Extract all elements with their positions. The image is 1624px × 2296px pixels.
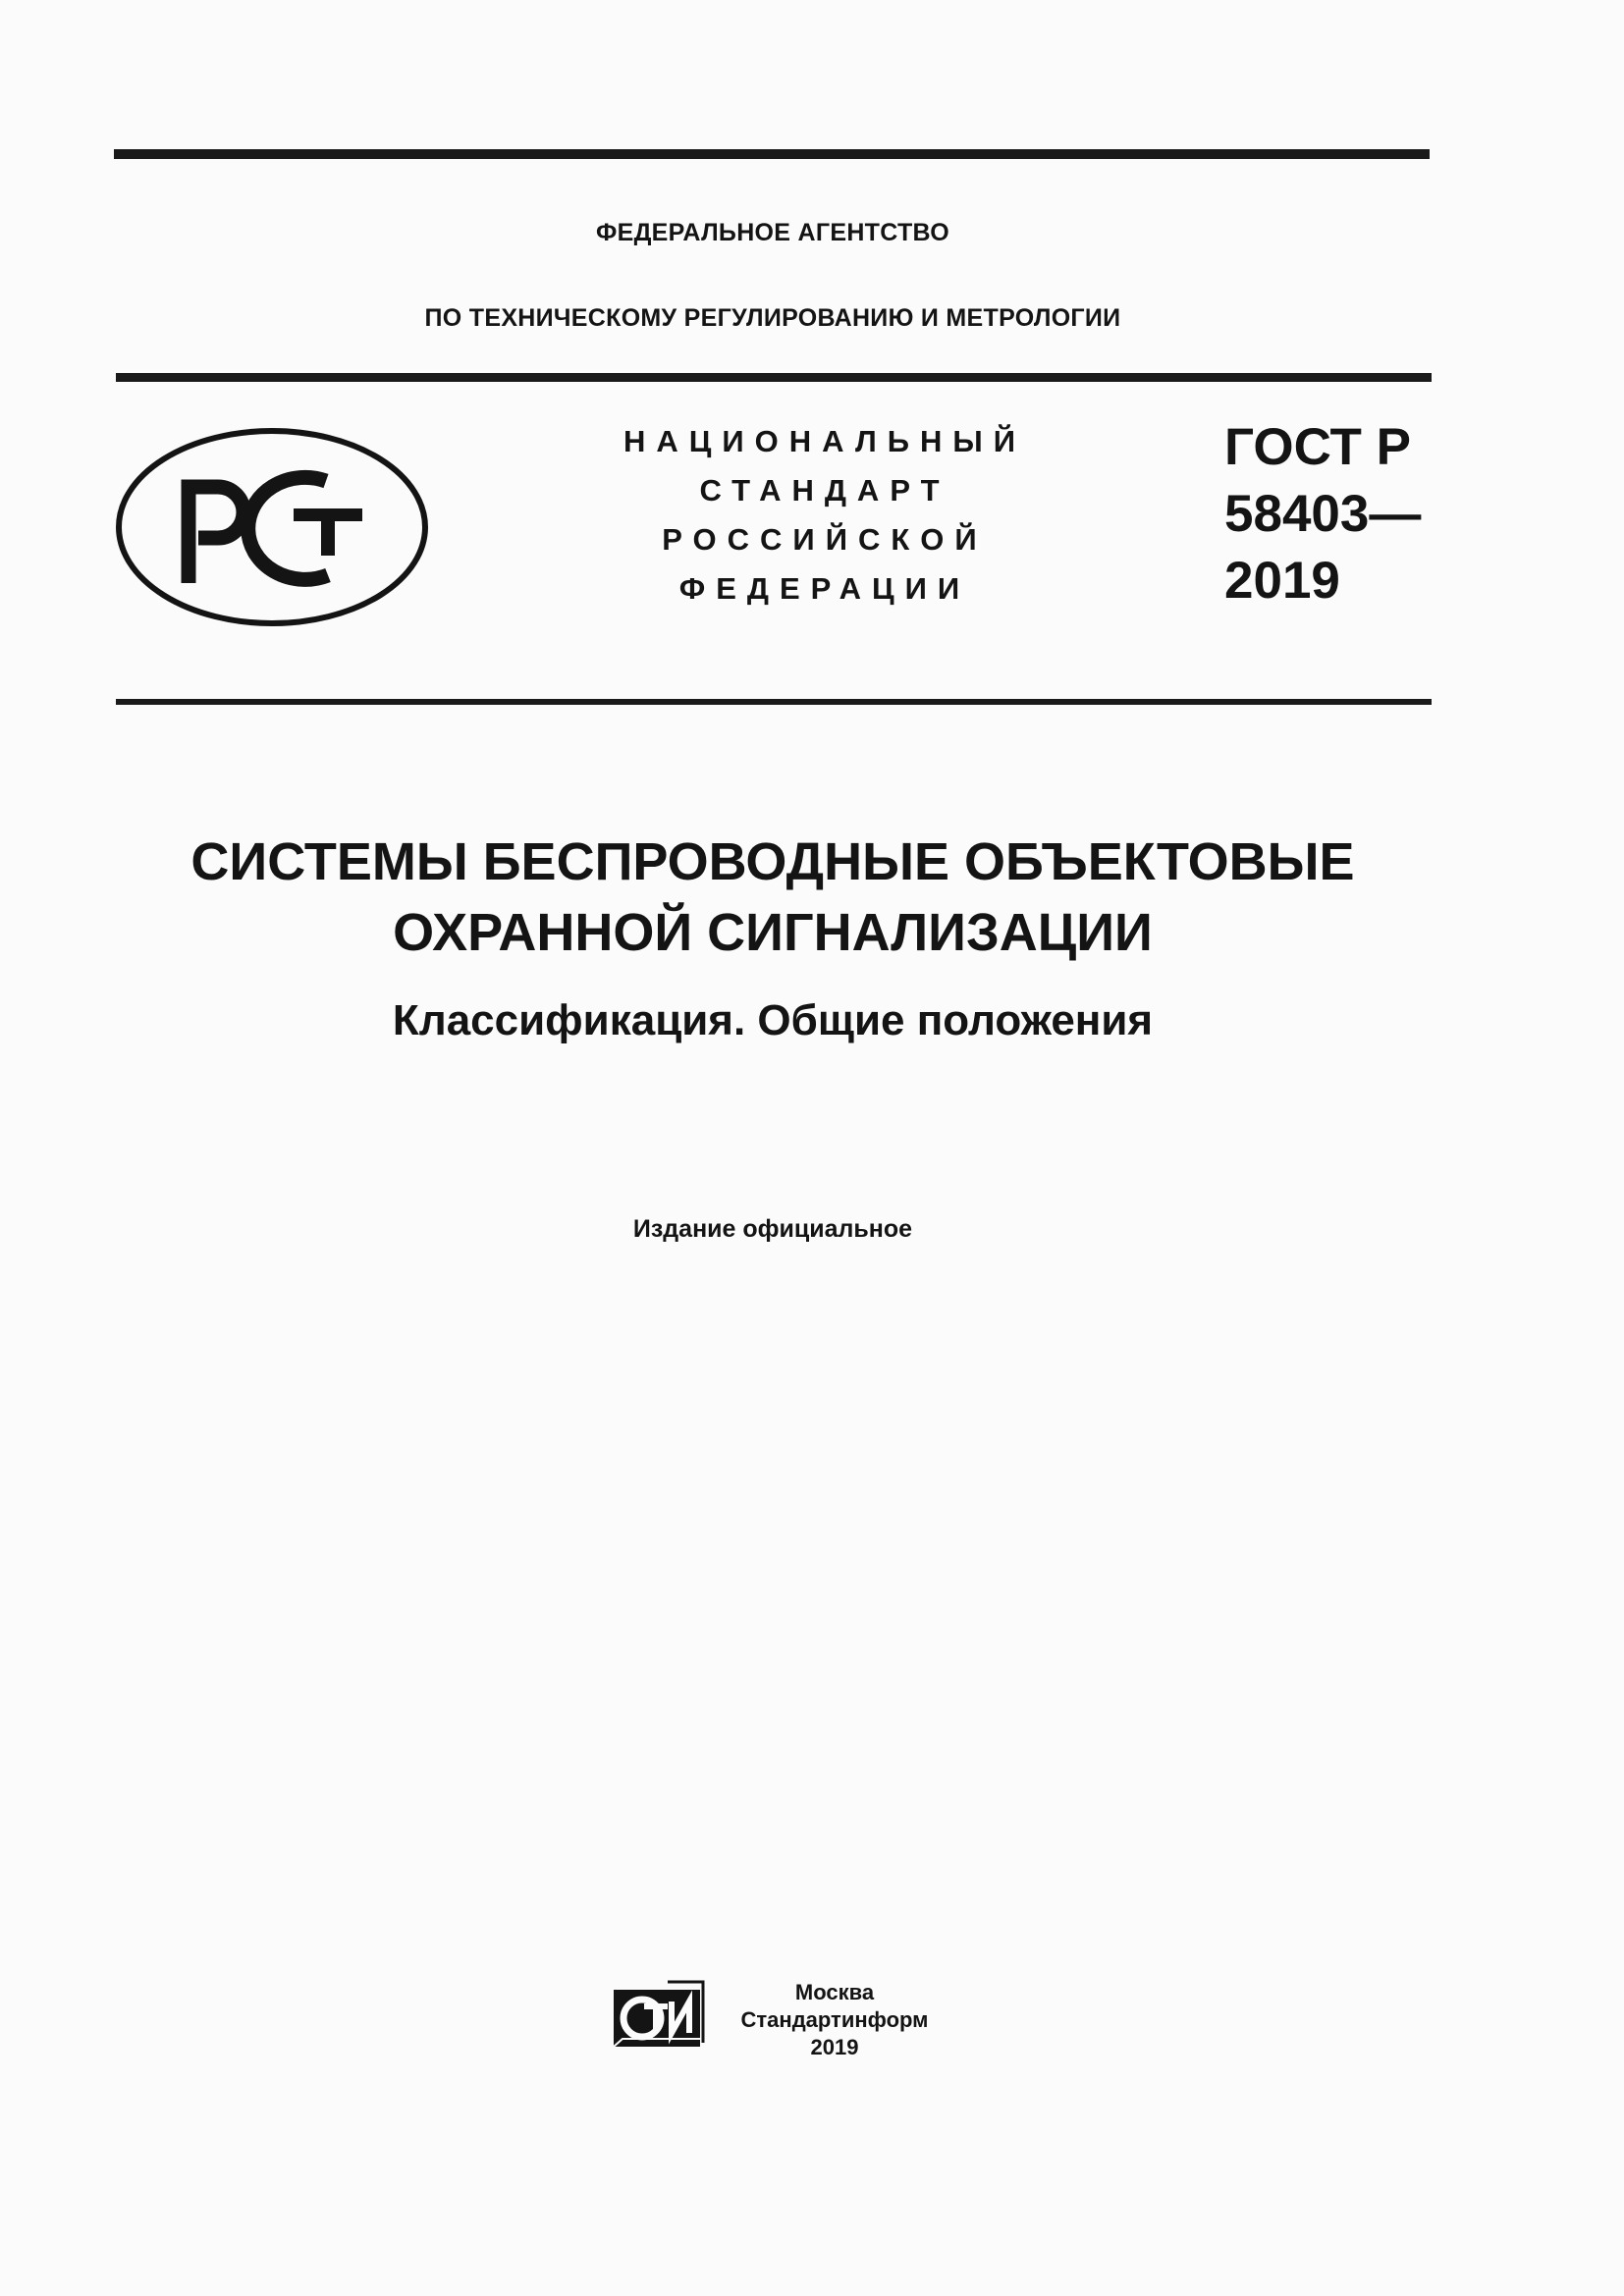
rst-certification-logo — [114, 426, 430, 628]
gost-designation — [1224, 414, 1421, 614]
document-subtitle: Классификация. Общие положения — [392, 996, 1154, 1044]
publisher-name: Стандартинформ — [740, 2007, 929, 2032]
standard-type-line-1: НАЦИОНАЛЬНЫЙ — [623, 424, 1027, 458]
gost-designation-line-2: 58403— — [1224, 485, 1422, 543]
edition-note: Издание официальное — [632, 1215, 913, 1243]
standard-type-line-3: РОССИЙСКОЙ — [662, 522, 988, 557]
standard-type-line-2: СТАНДАРТ — [699, 473, 950, 507]
document-title-line-1: СИСТЕМЫ БЕСПРОВОДНЫЕ ОБЪЕКТОВЫЕ — [190, 832, 1355, 891]
publisher-city: Москва — [794, 1980, 875, 2004]
publisher-block — [727, 1979, 943, 2061]
title-block-rule — [116, 699, 1432, 705]
header-rule — [116, 373, 1432, 382]
gost-designation-line-1: ГОСТ Р — [1224, 418, 1411, 476]
agency-line-1: ФЕДЕРАЛЬНОЕ АГЕНТСТВО — [595, 219, 950, 246]
standard-type-line-4: ФЕДЕРАЦИИ — [678, 571, 971, 606]
publisher-year: 2019 — [810, 2035, 859, 2059]
standard-type-block — [579, 417, 1070, 614]
document-title — [0, 827, 1545, 968]
top-rule — [114, 149, 1430, 159]
standartinform-logo — [611, 1978, 706, 2054]
agency-line-2: ПО ТЕХНИЧЕСКОМУ РЕГУЛИРОВАНИЮ И МЕТРОЛОГИИ — [424, 304, 1121, 332]
gost-designation-line-3: 2019 — [1224, 552, 1340, 610]
document-title-line-2: ОХРАННОЙ СИГНАЛИЗАЦИИ — [393, 903, 1153, 962]
